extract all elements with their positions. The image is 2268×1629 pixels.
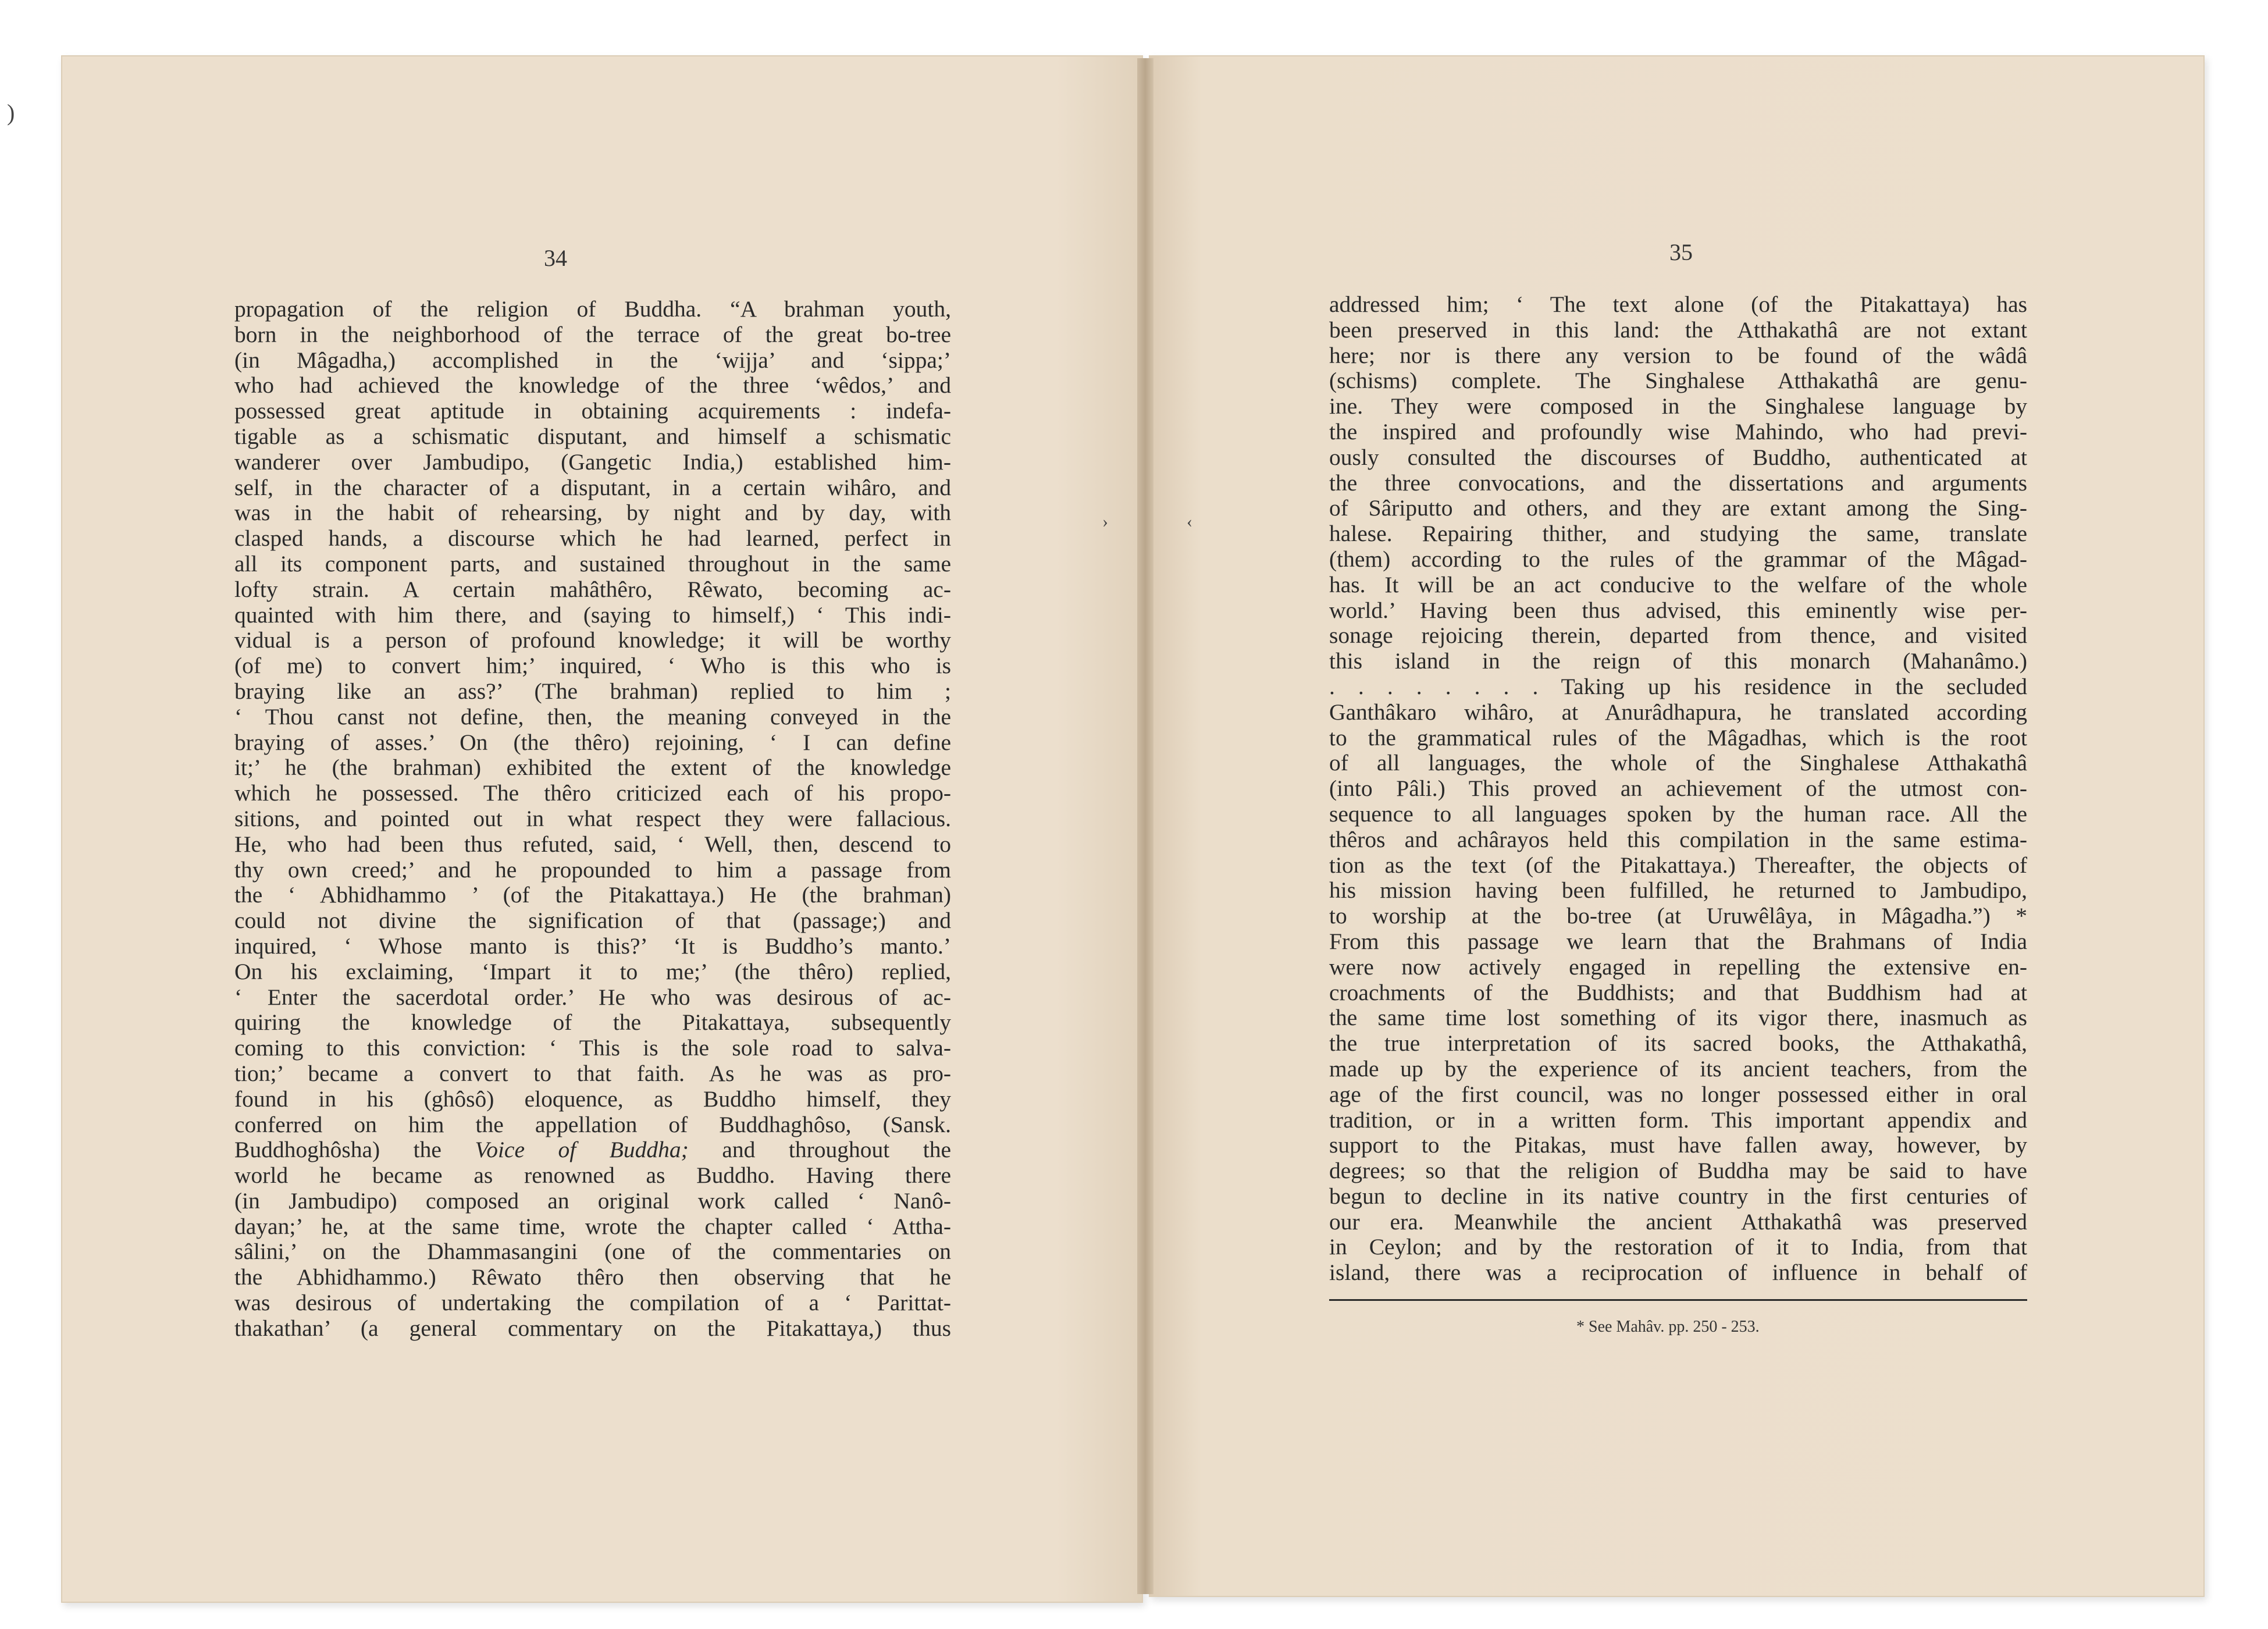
text-line: tradition, or in a written form. This important appendix and xyxy=(1329,1107,2027,1133)
margin-mark: ‹ xyxy=(1187,512,1192,531)
text-line: here; nor is there any version to be found of the wâdâ xyxy=(1329,342,2027,368)
text-line: halese. Repairing thither, and studying the same, translate xyxy=(1329,521,2027,547)
text-line: found in his (ghôsô) eloquence, as Buddho himself, they xyxy=(234,1086,951,1112)
text-line: (them) according to the rules of the grammar of the Mâgad- xyxy=(1329,546,2027,572)
text-line: tigable as a schismatic disputant, and himself a schismatic xyxy=(234,423,951,449)
text-line: the Abhidhammo.) Rêwato thêro then observing that he xyxy=(234,1264,951,1290)
footnote: * See Mahâv. pp. 250 - 253. xyxy=(1576,1318,1760,1336)
text-line: the three convocations, and the dissertations and arguments xyxy=(1329,470,2027,496)
text-line: sequence to all languages spoken by the human race. All the xyxy=(1329,801,2027,827)
text-line: support to the Pitakas, must have fallen away, however, by xyxy=(1329,1132,2027,1158)
text-line: who had achieved the knowledge of the three ‘wêdos,’ and xyxy=(234,372,951,399)
text-line: to the grammatical rules of the Mâgadhas, which is the root xyxy=(1329,724,2027,751)
text-line: has. It will be an act conducive to the welfare of the whole xyxy=(1329,571,2027,597)
text-line: which he possessed. The thêro criticized each of his propo- xyxy=(234,780,951,806)
text-line: ‘ Thou canst not define, then, the meaning conveyed in the xyxy=(234,703,951,730)
text-line: ‘ Enter the sacerdotal order.’ He who was desirous of ac- xyxy=(234,984,951,1010)
text-line: . . . . . . . . Taking up his residence in the secluded xyxy=(1329,673,2027,699)
text-line: world.’ Having been thus advised, this eminently wise per- xyxy=(1329,597,2027,623)
text-line: (of me) to convert him;’ inquired, ‘ Who is this who is xyxy=(234,653,951,679)
text-line: thêros and achârayos held this compilation in the same estima- xyxy=(1329,826,2027,852)
text-line: lofty strain. A certain mahâthêro, Rêwato, becoming ac- xyxy=(234,576,951,602)
text-line: in Ceylon; and by the restoration of it to India, from that xyxy=(1329,1234,2027,1260)
text-line: was in the habit of rehearsing, by night and by day, with xyxy=(234,500,951,526)
text-line: wanderer over Jambudipo, (Gangetic India,) established him- xyxy=(234,449,951,475)
text-line: braying like an ass?’ (The brahman) replied to him ; xyxy=(234,678,951,704)
text-line: croachments of the Buddhists; and that Buddhism had at xyxy=(1329,979,2027,1005)
text-line: conferred on him the appellation of Buddhaghôso, (Sansk. xyxy=(234,1111,951,1137)
text-line: quiring the knowledge of the Pitakattaya, subsequently xyxy=(234,1009,951,1036)
text-line: degrees; so that the religion of Buddha may be said to have xyxy=(1329,1158,2027,1184)
text-line: inquired, ‘ Whose manto is this?’ ‘It is Buddho’s manto.’ xyxy=(234,933,951,959)
text-line: tion as the text (of the Pitakattaya.) Thereafter, the objects of xyxy=(1329,852,2027,878)
page-number-right: 35 xyxy=(1669,239,1693,265)
text-line: thakathan’ (a general commentary on the Pitakattaya,) thus xyxy=(234,1315,951,1341)
text-line: made up by the experience of its ancient teachers, from the xyxy=(1329,1055,2027,1082)
text-line: could not divine the signification of that (passage;) and xyxy=(234,908,951,934)
margin-mark: › xyxy=(1102,512,1108,531)
text-line: his mission having been fulfilled, he returned to Jambudipo, xyxy=(1329,877,2027,904)
text-line: ine. They were composed in the Singhalese language by xyxy=(1329,393,2027,419)
text-line: sonage rejoicing therein, departed from thence, and visited xyxy=(1329,623,2027,649)
text-line: (in Jambudipo) composed an original work called ‘ Nanô- xyxy=(234,1187,951,1214)
text-line: begun to decline in its native country in the first centuries of xyxy=(1329,1183,2027,1209)
text-line: (schisms) complete. The Singhalese Atthakathâ are genu- xyxy=(1329,368,2027,394)
page-number-left: 34 xyxy=(544,245,567,271)
text-line: island, there was a reciprocation of influence in behalf of xyxy=(1329,1260,2027,1286)
text-line: of Sâriputto and others, and they are extant among the Sing- xyxy=(1329,495,2027,521)
text-line: to worship at the bo-tree (at Uruwêlâya, in Mâgadha.”) * xyxy=(1329,903,2027,929)
text-line: vidual is a person of profound knowledge; it will be worthy xyxy=(234,627,951,653)
text-line: self, in the character of a disputant, in a certain wihâro, and xyxy=(234,474,951,500)
text-line: were now actively engaged in repelling the extensive en- xyxy=(1329,954,2027,980)
right-body-text xyxy=(1329,292,2027,1286)
text-line: the same time lost something of its vigor there, inasmuch as xyxy=(1329,1005,2027,1031)
text-line: braying of asses.’ On (the thêro) rejoining, ‘ I can define xyxy=(234,729,951,755)
text-line: sâlini,’ on the Dhammasangini (one of the commentaries on xyxy=(234,1239,951,1265)
text-line: age of the first council, was no longer possessed either in oral xyxy=(1329,1081,2027,1107)
text-line: been preserved in this land: the Atthakathâ are not extant xyxy=(1329,316,2027,343)
text-line: it;’ he (the brahman) exhibited the extent of the knowledge xyxy=(234,755,951,781)
text-line: From this passage we learn that the Brahmans of India xyxy=(1329,928,2027,954)
text-line: the true interpretation of its sacred books, the Atthakathâ, xyxy=(1329,1030,2027,1057)
text-line: our era. Meanwhile the ancient Atthakathâ was preserved xyxy=(1329,1208,2027,1235)
text-line: (in Mâgadha,) accomplished in the ‘wijja’ and ‘sippa;’ xyxy=(234,347,951,373)
text-line: possessed great aptitude in obtaining acquirements : indefa- xyxy=(234,398,951,424)
text-line: all its component parts, and sustained throughout in the same xyxy=(234,550,951,577)
text-line: born in the neighborhood of the terrace of the great bo-tree xyxy=(234,321,951,347)
text-line: sitions, and pointed out in what respect they were fallacious. xyxy=(234,805,951,831)
text-line: tion;’ became a convert to that faith. As he was as pro- xyxy=(234,1060,951,1086)
text-line: this island in the reign of this monarch (Mahanâmo.) xyxy=(1329,648,2027,674)
text-line: the inspired and profoundly wise Mahindo, who had previ- xyxy=(1329,418,2027,444)
text-line: was desirous of undertaking the compilation of a ‘ Parittat- xyxy=(234,1290,951,1316)
text-line: quainted with him there, and (saying to himself,) ‘ This indi- xyxy=(234,602,951,628)
text-line: ously consulted the discourses of Buddho, authenticated at xyxy=(1329,444,2027,470)
text-line: propagation of the religion of Buddha. “A brahman youth, xyxy=(234,296,951,322)
text-line: (into Pâli.) This proved an achievement of the utmost con- xyxy=(1329,776,2027,802)
text-line: thy own creed;’ and he propounded to him a passage from xyxy=(234,856,951,883)
footnote-rule xyxy=(1329,1299,2027,1301)
edge-mark: ) xyxy=(7,99,15,126)
text-line: coming to this conviction: ‘ This is the sole road to salva- xyxy=(234,1035,951,1061)
text-line: Ganthâkaro wihâro, at Anurâdhapura, he translated according xyxy=(1329,699,2027,725)
left-body-text xyxy=(234,297,951,1342)
text-line: He, who had been thus refuted, said, ‘ Well, then, descend to xyxy=(234,831,951,857)
text-line: clasped hands, a discourse which he had learned, perfect in xyxy=(234,525,951,552)
text-line: addressed him; ‘ The text alone (of the Pitakattaya) has xyxy=(1329,291,2027,317)
book-gutter xyxy=(1137,58,1153,1594)
text-line: of all languages, the whole of the Singhalese Atthakathâ xyxy=(1329,750,2027,776)
text-line: the ‘ Abhidhammo ’ (of the Pitakattaya.) He (the brahman) xyxy=(234,882,951,908)
text-line: dayan;’ he, at the same time, wrote the chapter called ‘ Attha- xyxy=(234,1213,951,1239)
text-line: Buddhoghôsha) the Voice of Buddha; and throughout the xyxy=(234,1137,951,1163)
text-line: world he became as renowned as Buddho. Having there xyxy=(234,1162,951,1189)
text-line: On his exclaiming, ‘Impart it to me;’ (the thêro) replied, xyxy=(234,958,951,984)
